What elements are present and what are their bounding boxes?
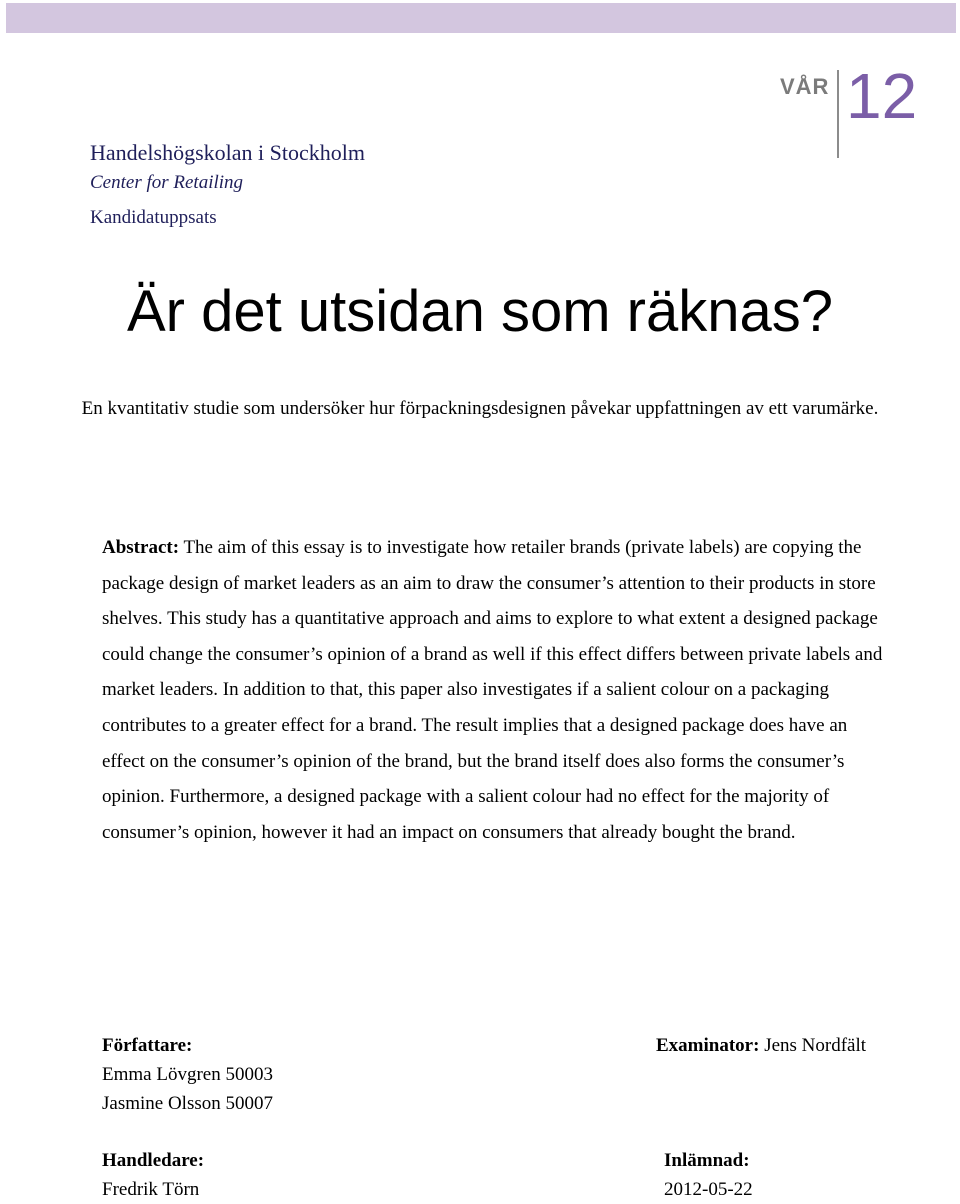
supervisor-label: Handledare: — [102, 1150, 205, 1171]
school-name: Handelshögskolan i Stockholm — [90, 140, 365, 165]
document-subtitle: En kvantitativ studie som undersöker hur förpackningsdesignen påvekar uppfattningen av ett varumärke. — [81, 398, 879, 419]
examiner-block — [656, 1031, 866, 1060]
examiner-label: Examinator: — [656, 1035, 760, 1056]
abstract — [102, 530, 892, 850]
abstract-text: The aim of this essay is to investigate how retailer brands (private labels) are copying the package design of market leaders as an aim to draw the consumer’s attention to their products in store shelves. This study has a quantitative approach and aims to explore to what extent a designed package could change the consumer’s opinion of a brand as well if this effect differs between private labels and market leaders. In addition to that, this paper also investigates if a salient colour on a packaging contributes to a greater effect for a brand. The result implies that a designed package does have an effect on the consumer’s opinion of the brand, but the brand itself does also forms the consumer’s opinion. Furthermore, a designed package with a salient colour had no effect for the majority of consumer’s opinion, however it had an impact on consumers that already bought the brand. — [102, 537, 883, 843]
term-year: 12 — [846, 60, 918, 132]
document-title: Är det utsidan som räknas? — [126, 279, 834, 344]
header-bar — [6, 3, 956, 33]
authors-label: Författare: — [102, 1035, 193, 1056]
term-season: VÅR — [780, 74, 830, 99]
submitted-label: Inlämnad: — [664, 1150, 750, 1171]
authors-block — [102, 1031, 273, 1118]
term-badge — [780, 60, 930, 160]
author-name: Jasmine Olsson 50007 — [102, 1093, 273, 1114]
submitted-date: 2012-05-22 — [664, 1179, 753, 1200]
examiner-name: Jens Nordfält — [764, 1035, 867, 1056]
author-name: Emma Lövgren 50003 — [102, 1064, 273, 1085]
supervisor-block — [102, 1146, 204, 1204]
thesis-type: Kandidatuppsats — [90, 207, 217, 228]
abstract-label: Abstract: — [102, 537, 180, 558]
term-divider — [837, 70, 839, 158]
center-name: Center for Retailing — [90, 172, 244, 193]
submitted-block — [664, 1146, 753, 1204]
supervisor-name: Fredrik Törn — [102, 1179, 200, 1200]
